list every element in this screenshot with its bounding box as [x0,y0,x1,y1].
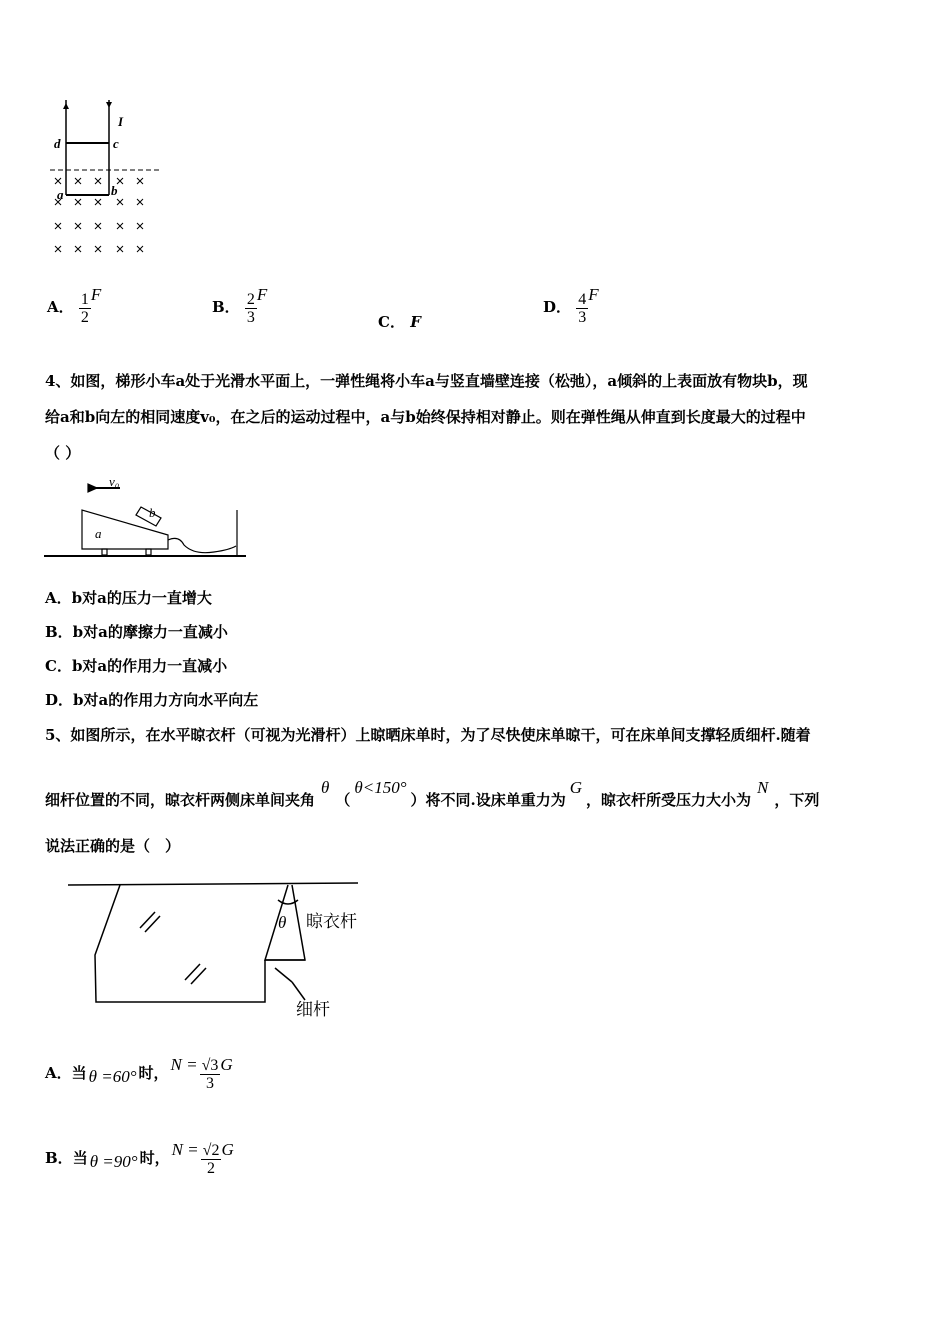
q3-circuit-figure [40,95,170,265]
q5-stem-line2: 细杆位置的不同，晾衣杆两侧床单间夹角θ（θ<150°）将不同.设床单重力为G，晾衣杆所受压力大小为N，下列 [45,778,820,809]
field-cross-icon [55,178,61,184]
fraction: $\frac{4}{3}$ [578,290,587,326]
fraction: $\frac{2}{3}$ [246,290,255,326]
label-thin-stick: 细杆 [296,1000,330,1019]
field-cross-icon [75,178,81,184]
label-a: a [57,187,64,202]
label-a: a [95,526,102,541]
field-cross-icon [137,223,143,229]
label-d: d [54,136,61,151]
label-v0: v₀ [109,474,120,489]
field-cross-icon [137,178,143,184]
q5-stem-line3: 说法正确的是（ ） [45,837,181,855]
field-cross-icon [95,223,101,229]
option-letter: C． [378,313,405,331]
fraction: $\frac{√2}{2}$ [202,1141,220,1177]
label-b: b [149,505,156,520]
q3-option-c[interactable] [378,311,421,332]
q3-option-d[interactable]: D． $\frac{4}{3}$ F [543,285,599,326]
label-b: b [111,183,118,198]
field-cross-icon [55,223,61,229]
q4-option-b[interactable]: B．b对a的摩擦力一直减小 [45,623,228,641]
field-cross-icon [117,246,123,252]
label-current: I [118,114,124,129]
q4-stem-line1: 4、如图，梯形小车a处于光滑水平面上，一弹性绳将小车a与竖直墙壁连接（松弛），a倾斜的上表面放有物块b，现 [45,372,808,390]
magnetic-field-crosses [55,178,143,252]
q5-option-a[interactable]: A．当 θ =60° 时， N = $\frac{√3}{3}$ G [45,1055,233,1092]
field-cross-icon [75,246,81,252]
field-cross-icon [137,199,143,205]
q4-option-d[interactable]: D．b对a的作用力方向水平向左 [45,691,259,709]
label-clothes-rod: 晾衣杆 [306,912,357,931]
q4-cart-figure [44,470,246,565]
field-cross-icon [55,246,61,252]
field-cross-icon [137,246,143,252]
field-cross-icon [117,223,123,229]
q3-option-b[interactable]: B． $\frac{2}{3}$ F [212,285,268,326]
option-value: F [410,313,421,331]
q5-bedsheet-figure [60,870,390,1025]
option-letter: D． [543,298,572,316]
field-cross-icon [95,246,101,252]
q5-option-b[interactable]: B．当 θ =90° 时， N = $\frac{√2}{2}$ G [45,1140,234,1177]
field-cross-icon [95,199,101,205]
q4-option-c[interactable]: C．b对a的作用力一直减小 [45,657,228,675]
option-letter: B． [212,298,240,316]
q4-stem-line2: 给a和b向左的相同速度v₀，在之后的运动过程中，a与b始终保持相对静止。则在弹性绳从伸直到长度最大的过程中 [45,408,806,426]
field-cross-icon [75,223,81,229]
fraction: $\frac{√3}{3}$ [201,1056,219,1092]
field-cross-icon [75,199,81,205]
label-c: c [113,136,119,151]
field-cross-icon [117,178,123,184]
fraction: $\frac{1}{2}$ [80,290,89,326]
field-cross-icon [117,199,123,205]
q5-stem-line1: 5、如图所示，在水平晾衣杆（可视为光滑杆）上晾晒床单时，为了尽快使床单晾干，可在床单间支撑轻质细杆.随着 [45,726,811,744]
field-cross-icon [95,178,101,184]
q4-stem-line3: （ ） [45,444,81,462]
q3-option-a[interactable]: A． $\frac{1}{2}$ F [47,285,102,326]
option-letter: A． [47,298,74,316]
q4-option-a[interactable]: A．b对a的压力一直增大 [45,589,212,607]
label-theta: θ [278,913,287,932]
